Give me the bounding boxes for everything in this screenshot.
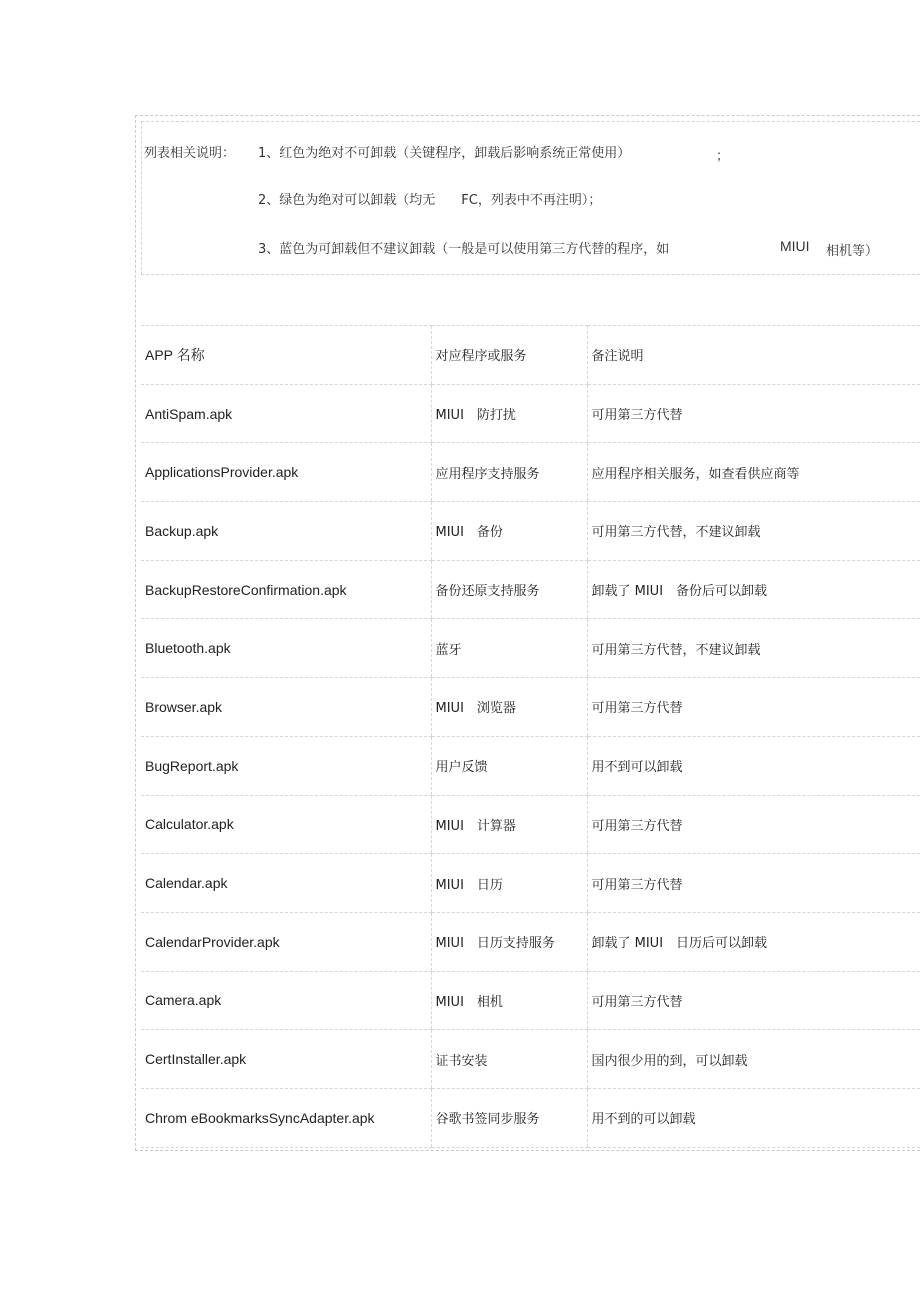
table-row [141,736,920,795]
app-name-cell: Camera.apk [141,971,431,1030]
app-name-cell: CertInstaller.apk [141,1030,431,1089]
app-name-cell: BugReport.apk [141,736,431,795]
app-name-cell: Calendar.apk [141,854,431,913]
legend-line-red-end: ； [716,149,730,164]
table-row [141,502,920,561]
notes-cell: 应用程序相关服务，如查看供应商等 [587,443,920,502]
table-row [141,854,920,913]
table-row [141,971,920,1030]
table-row [141,1088,920,1147]
app-name-cell: Browser.apk [141,678,431,737]
app-table [141,325,920,1148]
legend-line-blue: 3、蓝色为可卸载但不建议卸载（一般是可以使用第三方代替的程序，如 [258,242,670,257]
table-header-row [141,326,920,385]
table-row [141,443,920,502]
service-cell: MIUI 防打扰 [431,384,587,443]
notes-cell: 卸载了 MIUI 日历后可以卸载 [587,912,920,971]
table-row [141,678,920,737]
notes-cell: 用不到的可以卸载 [587,1088,920,1147]
notes-cell: 可用第三方代替 [587,795,920,854]
notes-cell: 可用第三方代替 [587,678,920,737]
service-cell: MIUI 日历支持服务 [431,912,587,971]
service-cell: MIUI 备份 [431,502,587,561]
service-cell: MIUI 浏览器 [431,678,587,737]
table-row [141,1030,920,1089]
app-name-cell: AntiSpam.apk [141,384,431,443]
legend-label: 列表相关说明： [144,146,236,161]
notes-cell: 可用第三方代替，不建议卸载 [587,502,920,561]
service-cell: 证书安装 [431,1030,587,1089]
notes-cell: 卸载了 MIUI 备份后可以卸载 [587,560,920,619]
table-row [141,912,920,971]
header-app-name: APP 名称 [141,326,431,385]
notes-cell: 可用第三方代替 [587,384,920,443]
legend-line-blue-brand: MIUI [780,238,810,254]
header-notes: 备注说明 [587,326,920,385]
app-name-cell: Backup.apk [141,502,431,561]
legend-line-red: 1、红色为绝对不可卸载（关键程序，卸载后影响系统正常使用） [258,146,631,161]
header-service: 对应程序或服务 [431,326,587,385]
service-cell: 蓝牙 [431,619,587,678]
app-name-cell: CalendarProvider.apk [141,912,431,971]
app-table-body [141,326,920,1148]
service-cell: 谷歌书签同步服务 [431,1088,587,1147]
service-cell: 应用程序支持服务 [431,443,587,502]
app-name-cell: Calculator.apk [141,795,431,854]
notes-cell: 可用第三方代替 [587,971,920,1030]
table-row [141,384,920,443]
service-cell: MIUI 日历 [431,854,587,913]
app-name-cell: Bluetooth.apk [141,619,431,678]
table-row [141,619,920,678]
service-cell: MIUI 计算器 [431,795,587,854]
notes-cell: 用不到可以卸载 [587,736,920,795]
notes-cell: 可用第三方代替，不建议卸载 [587,619,920,678]
notes-cell: 可用第三方代替 [587,854,920,913]
service-cell: MIUI 相机 [431,971,587,1030]
table-row [141,560,920,619]
service-cell: 用户反馈 [431,736,587,795]
table-row [141,795,920,854]
legend-line-green: 2、绿色为绝对可以卸载（均无 FC，列表中不再注明）； [258,193,602,208]
legend-line-blue-end: 相机等） [826,244,879,259]
app-name-cell: ApplicationsProvider.apk [141,443,431,502]
app-name-cell: Chrom eBookmarksSyncAdapter.apk [141,1088,431,1147]
service-cell: 备份还原支持服务 [431,560,587,619]
notes-cell: 国内很少用的到，可以卸载 [587,1030,920,1089]
app-name-cell: BackupRestoreConfirmation.apk [141,560,431,619]
